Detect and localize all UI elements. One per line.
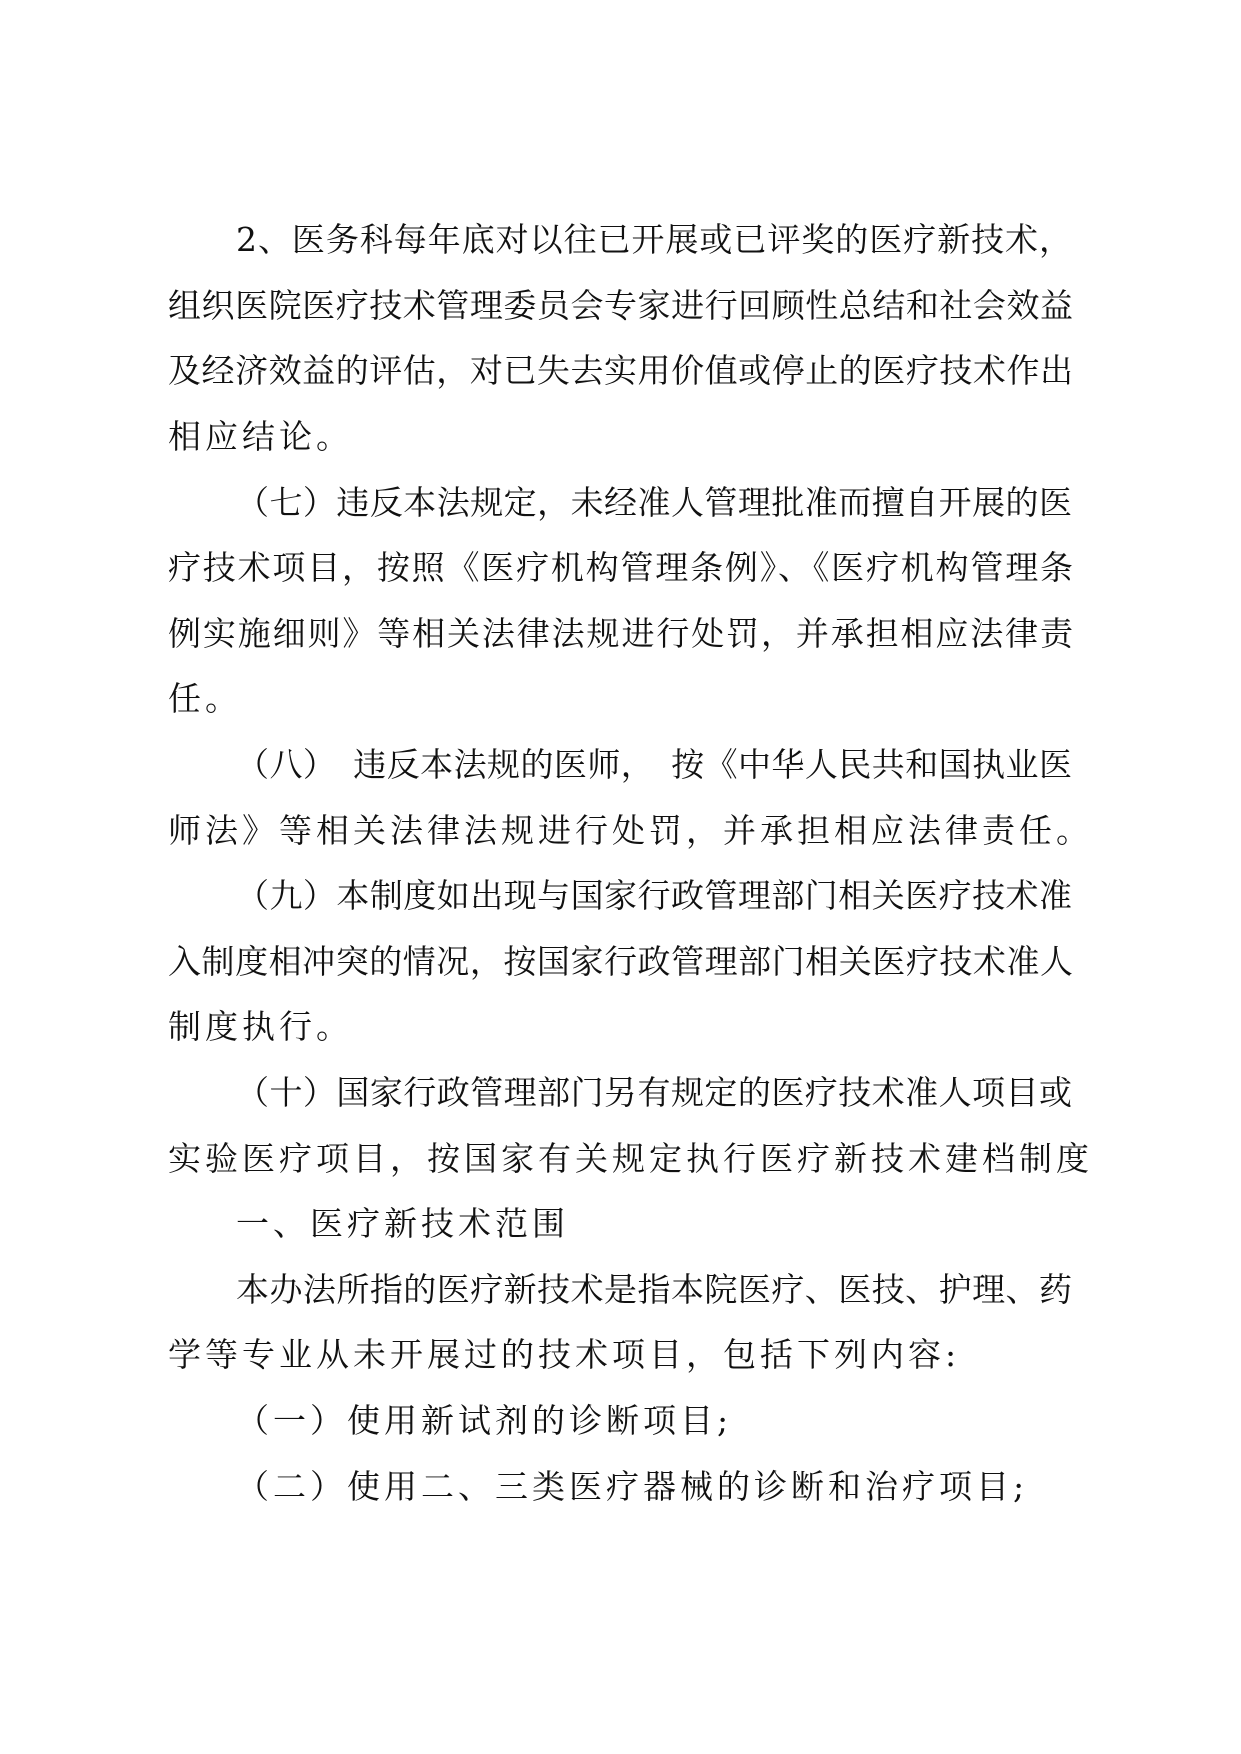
text-line: 实验医疗项目，按国家有关规定执行医疗新技术建档制度 — [168, 1139, 1093, 1178]
section-heading: 一、医疗新技术范围 — [236, 1204, 569, 1243]
list-item: （二）使用二、三类医疗器械的诊断和治疗项目; — [236, 1467, 1029, 1506]
text-line: 入制度相冲突的情况，按国家行政管理部门相关医疗技术准人 — [168, 942, 1073, 981]
text-line: 组织医院医疗技术管理委员会专家进行回顾性总结和社会效益 — [168, 286, 1073, 325]
text-line: 及经济效益的评估，对已失去实用价值或停止的医疗技术作出 — [168, 351, 1073, 390]
text-line: （八） 违反本法规的医师， 按《中华人民共和国执业医 — [236, 745, 1072, 784]
text-line: 任。 — [168, 679, 242, 718]
text-line: 本办法所指的医疗新技术是指本院医疗、医技、护理、药 — [236, 1270, 1072, 1309]
text-line: 制度执行。 — [168, 1007, 353, 1046]
text-line: 学等专业从未开展过的技术项目，包括下列内容: — [168, 1335, 961, 1374]
text-line: 相应结论。 — [168, 417, 353, 456]
text-line: 2、医务科每年底对以往已开展或已评奖的医疗新技术， — [236, 220, 1072, 259]
text-line: （七）违反本法规定，未经准人管理批准而擅自开展的医 — [236, 483, 1072, 522]
text-line: 疗技术项目，按照《医疗机构管理条例》、《医疗机构管理条 — [168, 548, 1073, 587]
text-line: 例实施细则》等相关法律法规进行处罚，并承担相应法律责 — [168, 614, 1073, 653]
list-item: （一）使用新试剂的诊断项目; — [236, 1401, 733, 1440]
text-line: （九）本制度如出现与国家行政管理部门相关医疗技术准 — [236, 876, 1072, 915]
text-line: （十）国家行政管理部门另有规定的医疗技术准人项目或 — [236, 1073, 1072, 1112]
text-line: 师法》等相关法律法规进行处罚，并承担相应法律责任。 — [168, 811, 1093, 850]
